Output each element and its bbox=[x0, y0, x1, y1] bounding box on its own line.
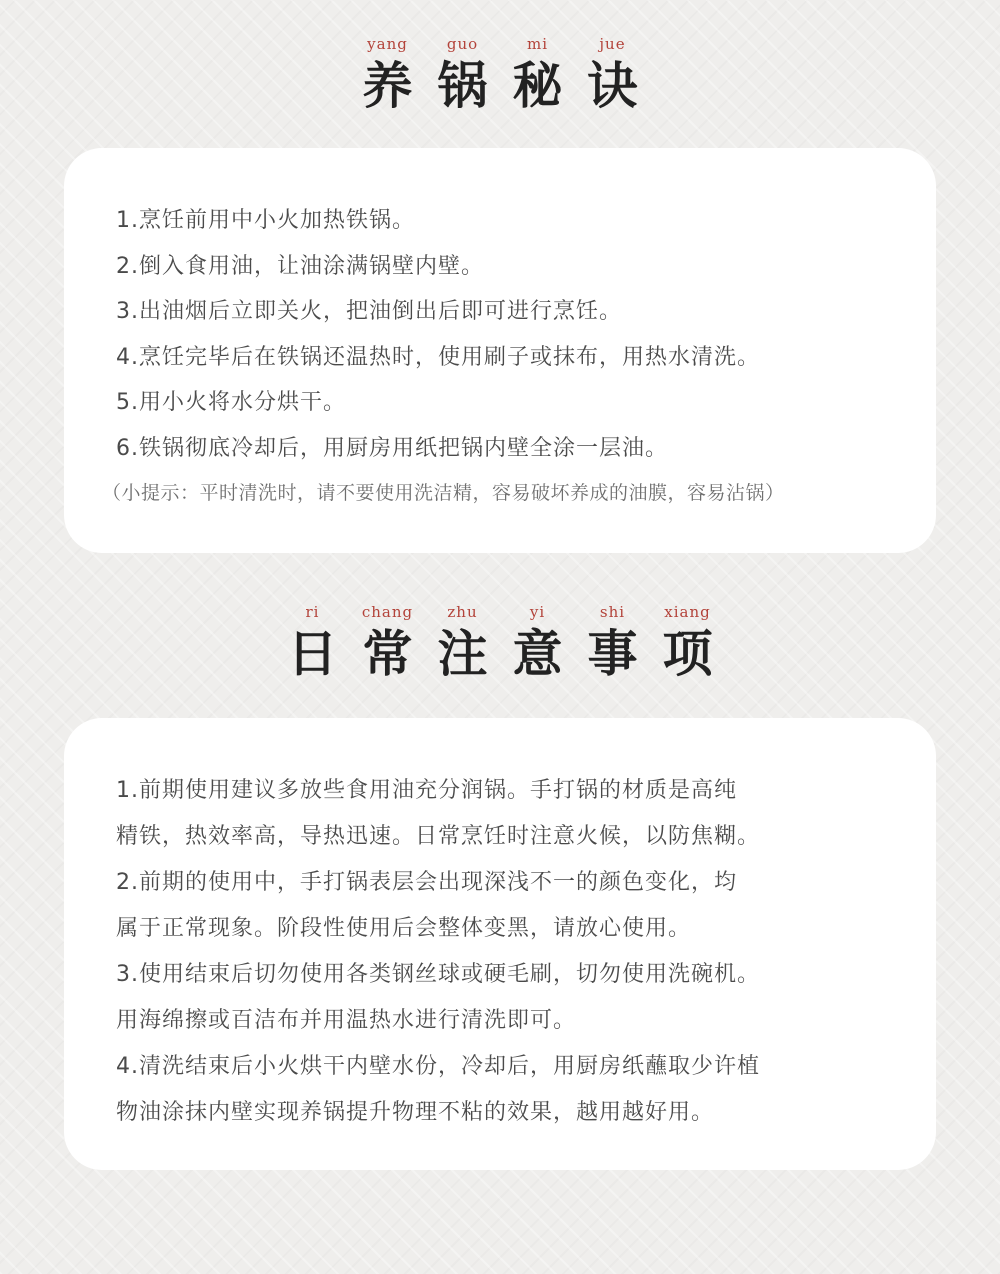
hanzi: 秘 bbox=[512, 56, 563, 115]
note-line: 用海绵擦或百洁布并用温热水进行清洗即可。 bbox=[116, 1008, 577, 1033]
note-line: 3.使用结束后切勿使用各类钢丝球或硬毛刷，切勿使用洗碗机。 bbox=[116, 962, 760, 987]
note-line: 1.前期使用建议多放些食用油充分润锅。手打锅的材质是高纯 bbox=[116, 778, 737, 803]
title-char bbox=[350, 602, 425, 684]
tip-line: 4.烹饪完毕后在铁锅还温热时，使用刷子或抹布，用热水清洗。 bbox=[116, 344, 760, 370]
hanzi: 养 bbox=[362, 56, 413, 115]
hanzi: 项 bbox=[662, 624, 713, 683]
hanzi: 诀 bbox=[587, 56, 638, 115]
tip-line: 3.出油烟后立即关火，把油倒出后即可进行烹饪。 bbox=[116, 299, 622, 324]
pinyin: shi bbox=[599, 603, 626, 621]
small-hint: （小提示：平时清洗时，请不要使用洗洁精，容易破坏养成的油膜，容易沾锅） bbox=[102, 482, 785, 504]
pot-care-tips-card bbox=[64, 148, 936, 553]
note-line: 4.清洗结束后小火烘干内壁水份，冷却后，用厨房纸蘸取少许植 bbox=[116, 1054, 760, 1079]
pinyin: ri bbox=[305, 603, 320, 621]
pinyin: yang bbox=[367, 35, 408, 53]
note-line: 精铁，热效率高，导热迅速。日常烹饪时注意火候，以防焦糊。 bbox=[116, 824, 761, 849]
title-char bbox=[500, 602, 575, 684]
hanzi: 事 bbox=[587, 624, 638, 683]
pinyin: zhu bbox=[447, 603, 478, 621]
section1-title bbox=[0, 34, 1000, 116]
title-char bbox=[575, 34, 650, 116]
hanzi: 常 bbox=[362, 624, 413, 683]
pinyin: chang bbox=[361, 603, 414, 621]
tip-line: 1.烹饪前用中小火加热铁锅。 bbox=[116, 208, 415, 233]
note-line: 2.前期的使用中，手打锅表层会出现深浅不一的颜色变化，均 bbox=[116, 870, 737, 895]
pinyin: mi bbox=[526, 35, 549, 53]
title-char bbox=[350, 34, 425, 116]
section2-title bbox=[0, 602, 1000, 684]
pinyin: guo bbox=[446, 35, 479, 53]
pinyin: xiang bbox=[664, 603, 711, 621]
note-line: 物油涂抹内壁实现养锅提升物理不粘的效果，越用越好用。 bbox=[116, 1100, 715, 1125]
pinyin: yi bbox=[529, 603, 546, 621]
hanzi: 锅 bbox=[437, 56, 488, 115]
note-line: 属于正常现象。阶段性使用后会整体变黑，请放心使用。 bbox=[116, 916, 692, 941]
hanzi: 日 bbox=[287, 624, 338, 683]
title-char bbox=[275, 602, 350, 684]
title-char bbox=[425, 34, 500, 116]
daily-notes-card bbox=[64, 718, 936, 1170]
hanzi: 意 bbox=[512, 624, 563, 683]
title-char bbox=[425, 602, 500, 684]
tip-line: 2.倒入食用油，让油涂满锅壁内壁。 bbox=[116, 253, 484, 279]
hanzi: 注 bbox=[437, 624, 488, 683]
tip-line: 5.用小火将水分烘干。 bbox=[116, 390, 346, 415]
pinyin: jue bbox=[599, 35, 626, 53]
tip-line: 6.铁锅彻底冷却后，用厨房用纸把锅内壁全涂一层油。 bbox=[116, 435, 668, 461]
title-char bbox=[650, 602, 725, 684]
title-char bbox=[500, 34, 575, 116]
title-char bbox=[575, 602, 650, 684]
